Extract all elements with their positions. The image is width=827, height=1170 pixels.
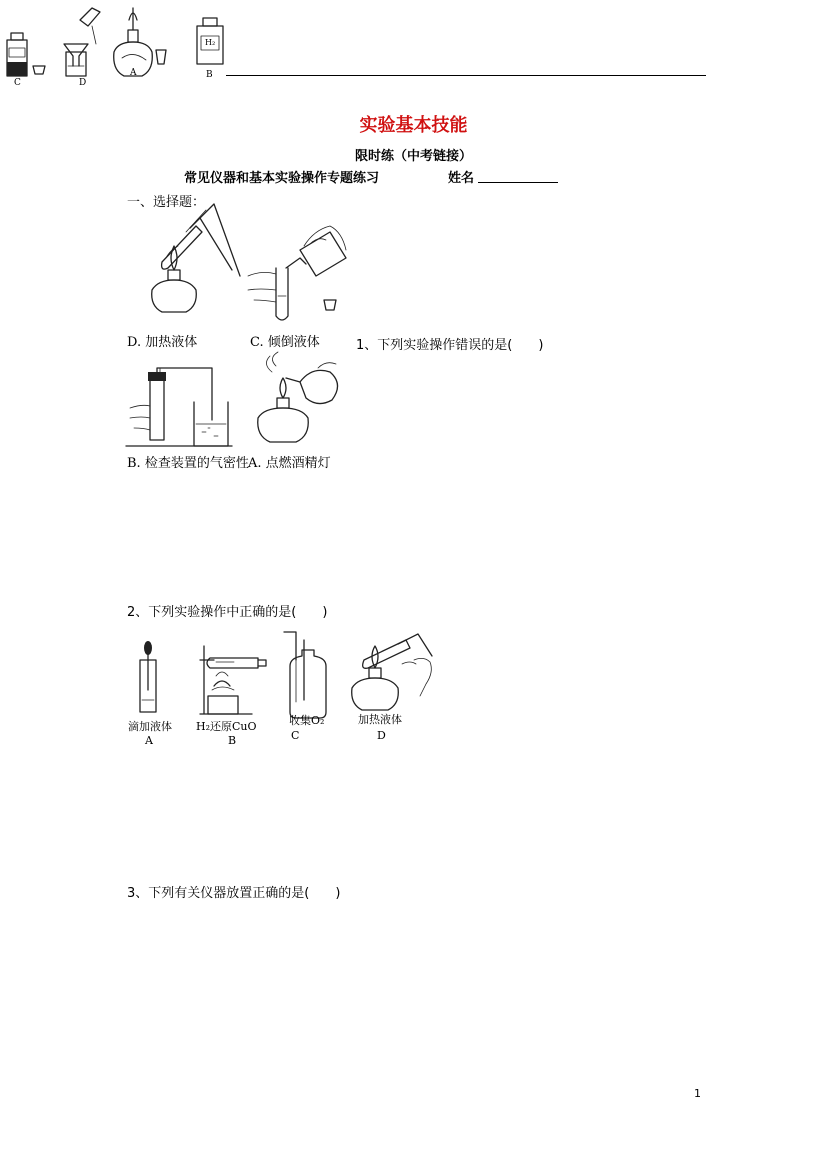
header-bottle-label: H₂ — [205, 38, 216, 47]
page-number: 1 — [694, 1087, 701, 1100]
header-label-b: B — [206, 70, 213, 80]
q2-text: 2、下列实验操作中正确的是( ) — [127, 605, 328, 620]
q2-letter-b: B — [228, 734, 237, 747]
q2-letter-a: A — [145, 734, 153, 747]
header-label-c: C — [14, 78, 21, 88]
q1-caption-c: C. 倾倒液体 — [250, 335, 320, 350]
page-subtitle: 限时练（中考链接） — [354, 149, 472, 164]
q1-caption-b: B. 检查装置的气密性 — [127, 456, 249, 471]
q2-caption-b: H₂还原CuO — [196, 720, 257, 733]
header-label-d: D — [79, 78, 87, 88]
q2-caption-c: 收集O₂ — [289, 714, 325, 727]
q1-caption-d: D. 加热液体 — [127, 335, 198, 350]
page-title: 实验基本技能 — [359, 115, 468, 136]
section-heading: 一、选择题： — [127, 195, 206, 210]
q1-text: 1、下列实验操作错误的是( ) — [356, 338, 544, 353]
page-subtitle-2: 常见仪器和基本实验操作专题练习 — [184, 171, 380, 186]
q3-text: 3、下列有关仪器放置正确的是( ) — [127, 886, 341, 901]
header-label-a: A — [130, 68, 137, 78]
q1-caption-a: A. 点燃酒精灯 — [248, 456, 331, 471]
q2-letter-c: C — [291, 729, 300, 742]
q2-caption-d: 加热液体 — [358, 713, 402, 726]
q2-caption-a: 滴加液体 — [128, 720, 172, 733]
name-label: 姓名 — [448, 171, 475, 186]
q2-letter-d: D — [377, 729, 386, 742]
